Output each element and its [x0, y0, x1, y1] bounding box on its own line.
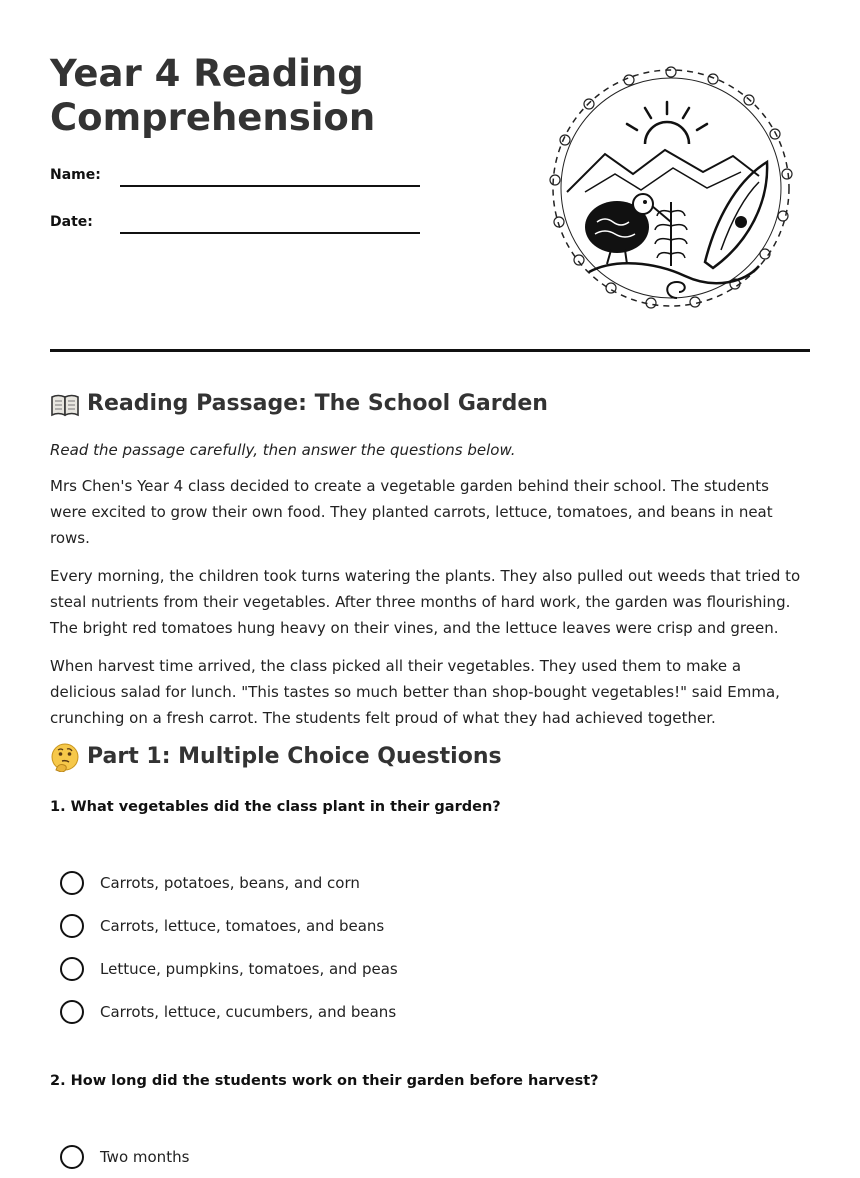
passage-instructions: Read the passage carefully, then answer the questions below. [50, 441, 516, 459]
passage-heading [50, 385, 810, 423]
answer-option[interactable] [50, 1135, 810, 1178]
date-label: Date: [50, 214, 93, 230]
header-divider [50, 349, 810, 352]
page-title: Year 4 Reading Comprehension [50, 52, 376, 139]
radio-circle[interactable] [60, 1000, 84, 1024]
radio-circle[interactable] [60, 957, 84, 981]
thinking-face-icon [50, 742, 80, 772]
open-book-icon [50, 389, 80, 419]
passage-paragraph: When harvest time arrived, the class picked all their vegetables. They used them to make a delicious salad for lunch. "This tastes so much better than shop-bought vegetables!" said Emma, crunching on a fresh carrot. The students felt proud of what they had achieved together. [50, 657, 780, 727]
answer-option-label: Carrots, lettuce, tomatoes, and beans [100, 916, 385, 935]
date-field [50, 214, 430, 244]
nz-nature-emblem-icon [545, 62, 797, 314]
answer-option[interactable] [50, 947, 810, 990]
question-1-text: 1. What vegetables did the class plant in their garden? [50, 799, 501, 815]
radio-circle[interactable] [60, 1145, 84, 1169]
worksheet-header [50, 52, 810, 322]
passage-paragraph: Mrs Chen's Year 4 class decided to create a vegetable garden behind their school. The students were excited to grow their own food. They planted carrots, lettuce, tomatoes, and beans in neat rows. [50, 477, 773, 547]
passage-paragraph: Every morning, the children took turns watering the plants. They also pulled out weeds that tried to steal nutrients from their vegetables. After three months of hard work, the garden was flourishing. The bright red tomatoes hung heavy on their vines, and the lettuce leaves were crisp and green. [50, 567, 801, 637]
answer-option-label: Carrots, lettuce, cucumbers, and beans [100, 1002, 397, 1021]
passage-heading-text: Reading Passage: The School Garden [87, 391, 548, 416]
part1-heading [50, 738, 810, 776]
name-field [50, 167, 430, 197]
radio-circle[interactable] [60, 871, 84, 895]
answer-option-label: Two months [100, 1147, 190, 1166]
answer-option[interactable] [50, 904, 810, 947]
radio-circle[interactable] [60, 914, 84, 938]
question-1-options [50, 861, 810, 1033]
name-label: Name: [50, 167, 101, 183]
answer-option-label: Lettuce, pumpkins, tomatoes, and peas [100, 959, 398, 978]
reading-passage-section [50, 385, 810, 731]
answer-option[interactable] [50, 861, 810, 904]
question-2-options [50, 1135, 810, 1178]
part1-heading-text: Part 1: Multiple Choice Questions [87, 744, 502, 769]
date-line[interactable] [120, 232, 420, 234]
name-line[interactable] [120, 185, 420, 187]
answer-option[interactable] [50, 990, 810, 1033]
answer-option-label: Carrots, potatoes, beans, and corn [100, 873, 360, 892]
question-2-text: 2. How long did the students work on their garden before harvest? [50, 1073, 599, 1089]
multiple-choice-section [50, 738, 810, 1178]
